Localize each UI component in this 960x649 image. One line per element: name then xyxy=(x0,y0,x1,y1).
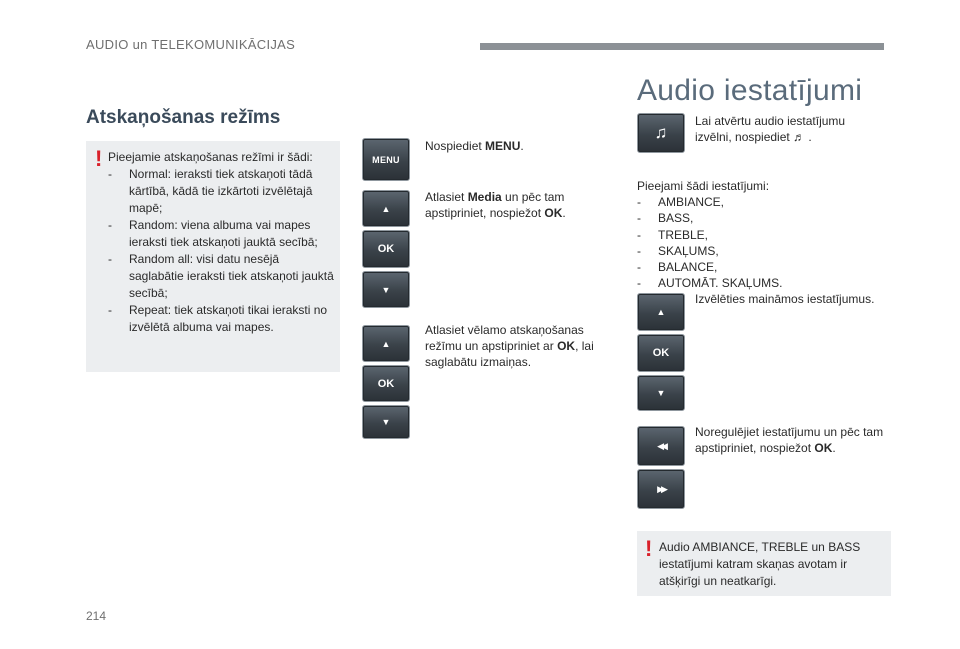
up-arrow-icon: ▲ xyxy=(656,307,666,317)
open-audio-settings-text: Lai atvērtu audio iestatījumu izvēlni, nospiediet ♬ . xyxy=(695,114,846,144)
down-arrow-button[interactable] xyxy=(362,405,410,439)
section-title: Atskaņošanas režīms xyxy=(86,107,281,128)
ok-button[interactable]: OK xyxy=(362,365,410,402)
adjust-setting-text: Noregulējiet iestatījumu un pēc tam apstipriniet, nospiežot OK. xyxy=(695,425,884,455)
menu-button[interactable]: MENU xyxy=(362,138,410,181)
warning-icon: ! xyxy=(95,146,103,171)
fast-forward-button[interactable] xyxy=(637,469,685,509)
audio-settings-title: Audio iestatījumi xyxy=(637,74,863,107)
list-item: - Random all: visi datu nesējā saglabātie ieraksti tiek atskaņoti jauktā secībā; xyxy=(108,252,334,300)
down-arrow-icon: ▼ xyxy=(381,284,391,295)
up-arrow-icon: ▲ xyxy=(381,338,391,349)
rewind-button[interactable] xyxy=(637,426,685,466)
playback-modes-warning-box xyxy=(86,141,340,372)
step-select-mode: Atlasiet vēlamo atskaņošanas režīmu un apstipriniet ar OK, lai saglabātu izmaiņas. xyxy=(425,323,594,369)
up-arrow-icon: ▲ xyxy=(381,203,391,214)
music-note-icon: ♫ xyxy=(654,123,668,142)
list-item: - SKAĻUMS, xyxy=(637,243,719,258)
chapter-header: AUDIO un TELEKOMUNIKĀCIJAS xyxy=(86,37,296,52)
up-arrow-button[interactable] xyxy=(637,293,685,331)
list-item: - Random: viena albuma vai mapes ieraksti tiek atskaņoti jauktā secībā; xyxy=(108,218,318,249)
choose-settings-text: Izvēlēties maināmos iestatījumus. xyxy=(695,292,875,306)
down-arrow-button[interactable] xyxy=(362,271,410,308)
ok-button[interactable]: OK xyxy=(637,334,685,372)
up-arrow-button[interactable] xyxy=(362,325,410,362)
list-item: - AUTOMĀT. SKAĻUMS. xyxy=(637,276,783,291)
step-press-menu: Nospiediet MENU. xyxy=(425,139,524,153)
music-settings-button[interactable] xyxy=(637,113,685,153)
fast-forward-icon: ▶▶ xyxy=(657,483,665,494)
settings-list xyxy=(637,178,877,291)
warning-text xyxy=(108,149,334,336)
warning-intro: Pieejamie atskaņošanas režīmi ir šādi: xyxy=(108,150,313,164)
down-arrow-icon: ▼ xyxy=(381,417,391,427)
header-bar xyxy=(480,43,884,50)
up-arrow-button[interactable] xyxy=(362,190,410,227)
list-item: - BASS, xyxy=(637,211,694,226)
down-arrow-icon: ▼ xyxy=(656,388,666,398)
settings-intro: Pieejami šādi iestatījumi: xyxy=(637,179,770,193)
step-select-media: Atlasiet Media un pēc tam apstipriniet, nospiežot OK. xyxy=(425,190,566,220)
warning-text: Audio AMBIANCE, TREBLE un BASS iestatījumi katram skaņas avotam ir atšķirīgi un neatkarīgi. xyxy=(659,540,861,588)
list-item: - BALANCE, xyxy=(637,260,718,275)
list-item: - Repeat: tiek atskaņoti tikai ieraksti no izvēlētā albuma vai mapes. xyxy=(108,303,328,334)
list-item: - TREBLE, xyxy=(637,227,709,242)
page-number: 214 xyxy=(86,609,107,623)
list-item: - Normal: ieraksti tiek atskaņoti tādā kārtībā, kādā tie izkārtoti izvēlētajā mapē; xyxy=(108,167,313,215)
ok-button[interactable]: OK xyxy=(362,230,410,268)
list-item: - AMBIANCE, xyxy=(637,195,725,210)
rewind-icon: ◀◀ xyxy=(657,440,665,451)
audio-settings-warning-box xyxy=(637,531,891,596)
warning-icon: ! xyxy=(645,536,653,561)
down-arrow-button[interactable] xyxy=(637,375,685,411)
